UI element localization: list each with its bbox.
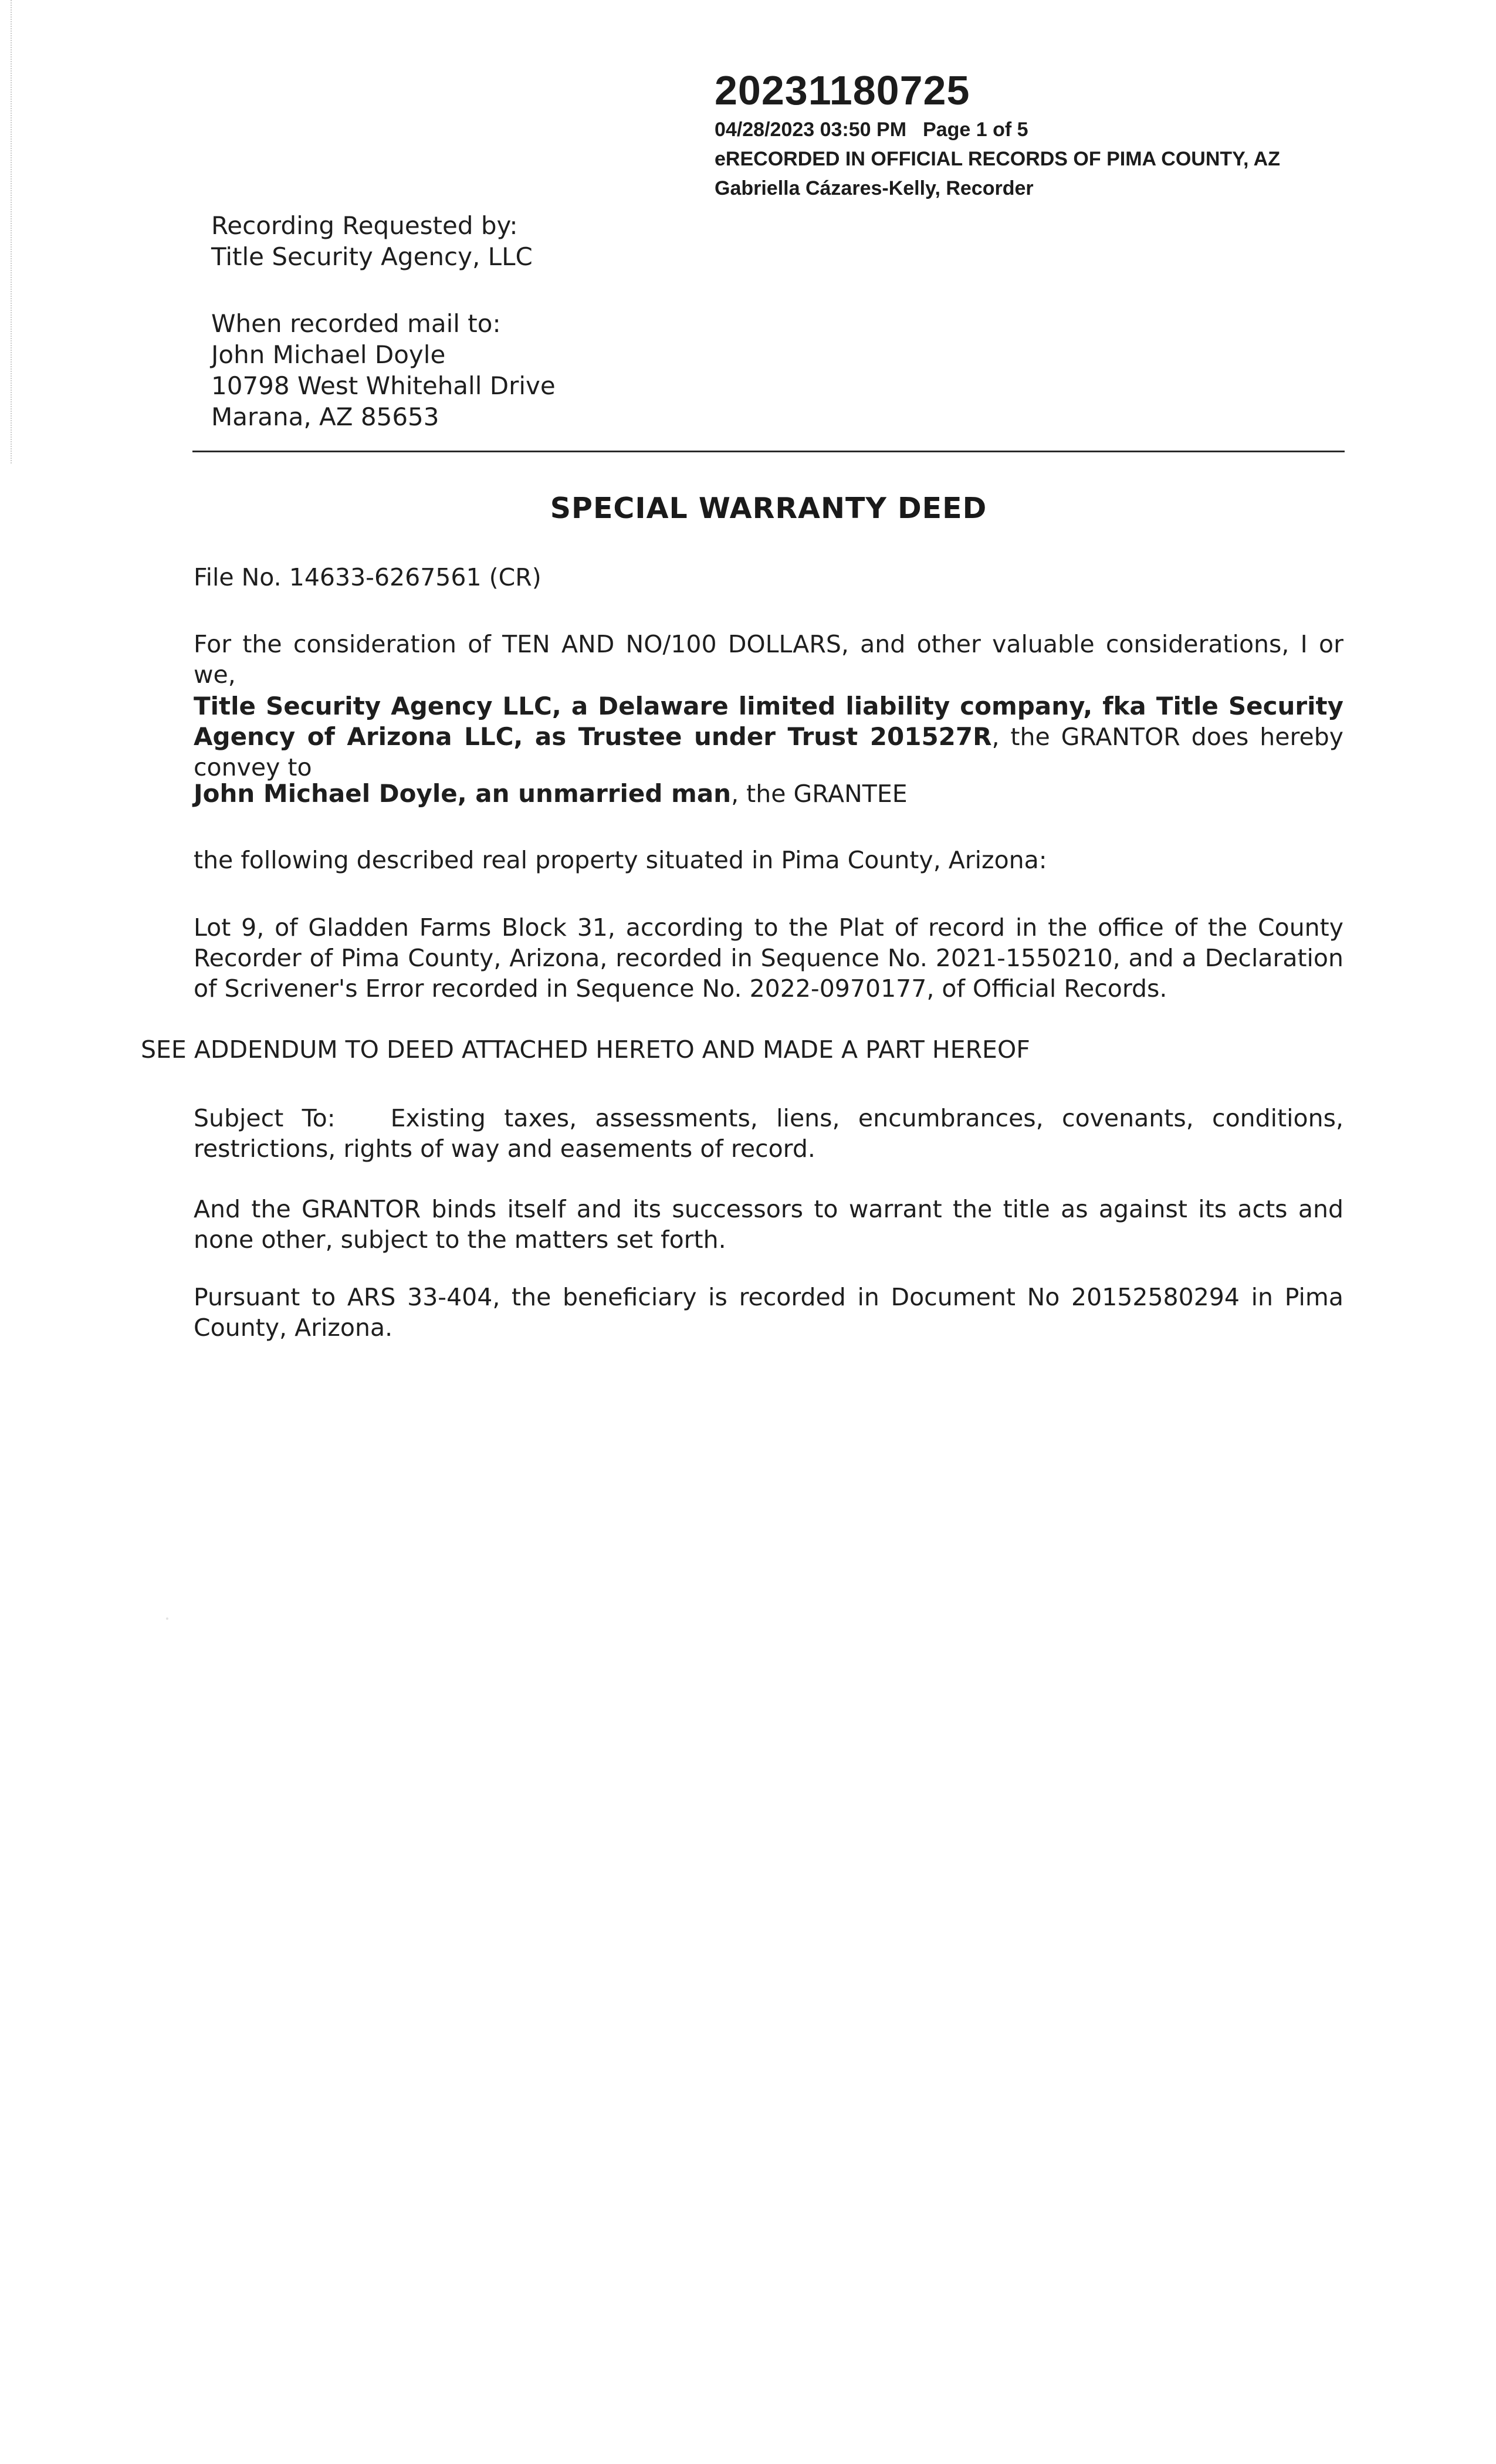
beneficiary-clause: Pursuant to ARS 33-404, the beneficiary is recorded in Document No 20152580294 in Pima County, Arizona.	[194, 1283, 1343, 1342]
scan-edge-mark	[11, 0, 12, 463]
file-number: File No. 14633-6267561 (CR)	[194, 563, 541, 591]
grantee-paragraph	[194, 779, 1343, 809]
mail-to-label: When recorded mail to:	[211, 309, 501, 338]
header-divider	[192, 451, 1345, 452]
deed-title: SPECIAL WARRANTY DEED	[550, 492, 987, 525]
subject-to-paragraph	[194, 1103, 1343, 1164]
property-intro: the following described real property situated in Pima County, Arizona:	[194, 846, 1047, 874]
recorder-name: Gabriella Cázares-Kelly, Recorder	[715, 177, 1034, 199]
grantor-suffix: , the GRANTOR does hereby convey to	[194, 723, 1343, 781]
recording-requested-block	[211, 210, 533, 272]
addendum-note: SEE ADDENDUM TO DEED ATTACHED HERETO AND MADE A PART HEREOF	[141, 1035, 1030, 1064]
mail-to-city: Marana, AZ 85653	[211, 402, 439, 431]
scan-speck	[166, 1617, 168, 1620]
grantee-name: John Michael Doyle, an unmarried man	[194, 779, 732, 808]
consideration-paragraph: For the consideration of TEN AND NO/100 DOLLARS, and other valuable considerations, I or we,	[194, 630, 1343, 689]
grantee-suffix: , the GRANTEE	[731, 780, 908, 808]
recorded-statement: eRECORDED IN OFFICIAL RECORDS OF PIMA COUNTY, AZ	[715, 148, 1281, 170]
warranty-clause: And the GRANTOR binds itself and its successors to warrant the title as against its acts and none other, subject to the matters set forth.	[194, 1195, 1343, 1254]
subject-to-label: Subject To:	[194, 1104, 336, 1132]
mail-to-name: John Michael Doyle	[211, 340, 446, 369]
recorded-datetime: 04/28/2023 03:50 PM	[715, 119, 907, 141]
grantor-name: Title Security Agency LLC, a Delaware limited liability company, fka Title Security Agency of Arizona LLC, as Trustee under Trust 201527R	[194, 692, 1343, 751]
subject-to-text: Existing taxes, assessments, liens, encumbrances, covenants, conditions, restrictions, rights of way and easements of record.	[194, 1104, 1343, 1163]
legal-description: Lot 9, of Gladden Farms Block 31, according to the Plat of record in the office of the County Recorder of Pima County, Arizona, recorded in Sequence No. 2021-1550210, and a Declaration of Scrivener's Error recorded in Sequence No. 2022-0970177, of Official Records.	[194, 913, 1343, 1003]
page-info: Page 1 of 5	[923, 119, 1028, 141]
mail-to-street: 10798 West Whitehall Drive	[211, 371, 556, 400]
mail-to-block	[211, 308, 556, 432]
recording-requested-company: Title Security Agency, LLC	[211, 242, 533, 271]
recorded-datetime-line	[715, 115, 1280, 144]
recorder-stamp	[715, 66, 1280, 203]
document-number: 20231180725	[715, 67, 970, 113]
grantor-paragraph	[194, 691, 1343, 783]
recording-requested-label: Recording Requested by:	[211, 211, 518, 240]
